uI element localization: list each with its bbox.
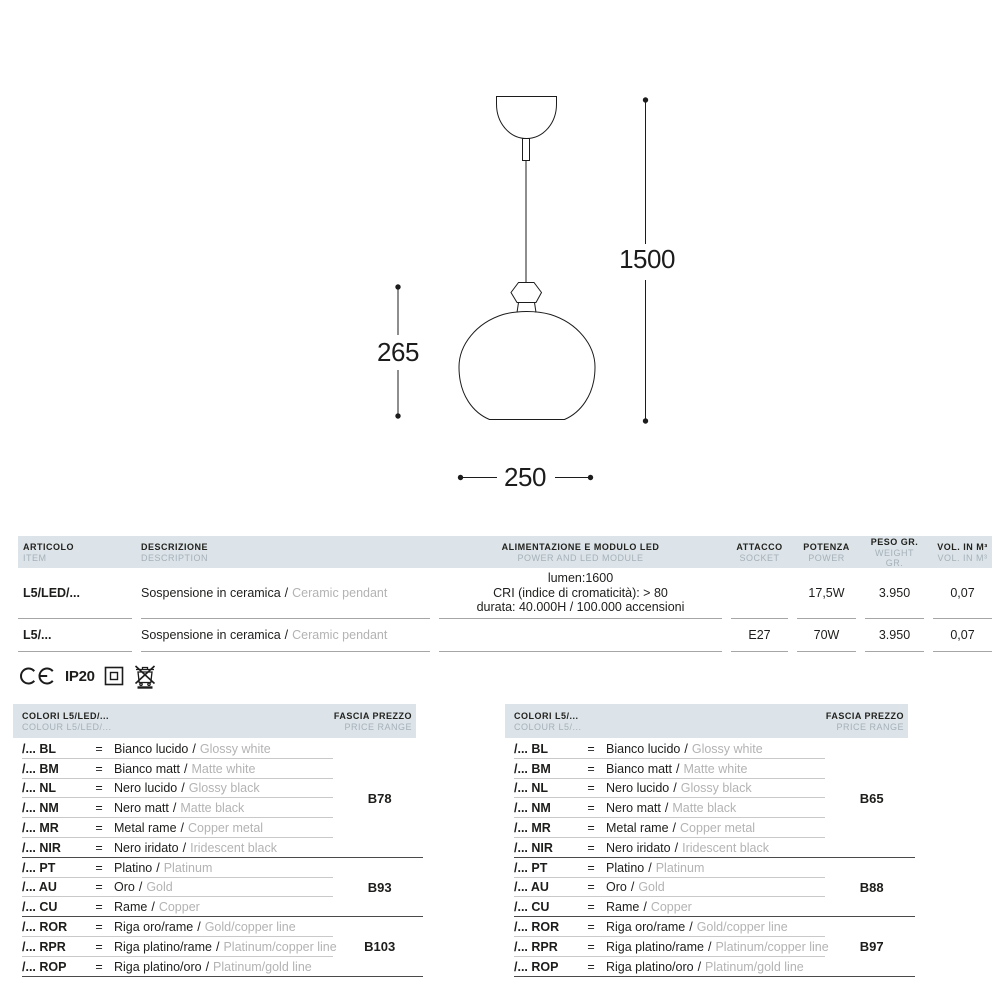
color-row: /... NM = Nero matt / Matte black [505,798,829,818]
color-row: /... NL = Nero lucido / Glossy black [505,779,829,799]
description-cell: Sospensione in ceramica / Ceramic pendant [141,568,430,619]
power-cell: 70W [797,619,856,652]
dim-label-1500: 1500 [619,244,675,274]
price-range-badge: B103 [364,939,396,955]
connector-neck [517,303,536,313]
color-row: /... AU = Oro / Gold [505,878,829,898]
color-row: /... RPR = Riga platino/rame / Platinum/copper line [13,937,337,957]
ip-rating-label: IP20 [65,667,95,685]
color-row: /... BL = Bianco lucido / Glossy white [13,739,337,759]
color-row: /... BL = Bianco lucido / Glossy white [505,739,829,759]
description-cell: Sospensione in ceramica / Ceramic pendant [141,619,430,652]
class-ii-insulation-icon [104,666,124,686]
dimension-shade-diameter [458,462,593,492]
lamp-shade [459,312,595,420]
color-row: /... NM = Nero matt / Matte black [13,798,337,818]
col-header-attacco: ATTACCO [736,542,783,552]
color-row: /... NL = Nero lucido / Glossy black [13,779,337,799]
weee-crossed-bin-icon [133,663,157,689]
price-range-badge: B78 [367,790,392,806]
weight-cell: 3.950 [865,619,924,652]
dim-label-265: 265 [377,337,419,367]
col-header-articolo: ARTICOLO [23,542,74,552]
price-range-badge: B65 [859,790,884,806]
color-row: /... MR = Metal rame / Copper metal [505,818,829,838]
dimension-shade-height [377,284,419,418]
col-header-descrizione: DESCRIZIONE [141,542,209,552]
color-row: /... BM = Bianco matt / Matte white [13,759,337,779]
power-cell: 17,5W [797,568,856,619]
color-table-led-header: COLORI L5/LED/... COLOUR L5/LED/... FASCIA PREZZO PRICE RANGE [13,704,416,738]
price-range-badge: B93 [367,879,392,895]
color-row: /... RPR = Riga platino/rame / Platinum/copper line [505,937,829,957]
spec-table-header: ARTICOLO ITEM DESCRIZIONE DESCRIPTION ALIMENTAZIONE E MODULO LED POWER AND LED MODULE ATTACCO SOCKET POTENZA POWER PESO GR. WEIGHT GR. VOL. IN M³ VOL. IN M³ [18,536,992,568]
col-header-alimentazione: ALIMENTAZIONE E MODULO LED [501,542,660,552]
col-header-peso: PESO GR. [870,537,919,547]
led-module-cell [439,619,722,652]
col-header-volume: VOL. IN M³ [937,542,988,552]
spec-table [18,536,992,652]
color-table-standard-header: COLORI L5/... COLOUR L5/... FASCIA PREZZO PRICE RANGE [505,704,908,738]
color-row: /... ROP = Riga platino/oro / Platinum/gold line [13,957,337,977]
color-row: /... ROP = Riga platino/oro / Platinum/gold line [505,957,829,977]
color-row: /... PT = Platino / Platinum [505,858,829,878]
weight-cell: 3.950 [865,568,924,619]
dim-label-250: 250 [504,462,546,492]
article-code: L5/... [23,628,52,642]
spec-row-standard-version [18,619,992,652]
led-module-cell: lumen:1600 CRI (indice di cromaticità): > 80 durata: 40.000H / 100.000 accensioni [439,568,722,619]
volume-cell: 0,07 [933,568,992,619]
price-range-badge: B97 [859,939,884,955]
color-row: /... PT = Platino / Platinum [13,858,337,878]
certification-marks [20,662,157,690]
color-row: /... NIR = Nero iridato / Iridescent black [13,838,337,858]
color-row: /... NIR = Nero iridato / Iridescent black [505,838,829,858]
spec-row-led-version [18,568,992,619]
color-row: /... MR = Metal rame / Copper metal [13,818,337,838]
canopy-stem [523,139,530,161]
price-range-badge: B88 [859,879,884,895]
volume-cell: 0,07 [933,619,992,652]
col-header-potenza: POTENZA [803,542,850,552]
dimension-total-drop [619,97,675,423]
color-row: /... CU = Rame / Copper [505,897,829,917]
color-table-standard [505,704,908,977]
color-row: /... ROR = Riga oro/rame / Gold/copper line [505,917,829,937]
color-table-led [13,704,416,977]
ceiling-canopy [497,97,557,139]
socket-cell [731,568,788,619]
ce-mark-icon [20,667,56,685]
color-row: /... BM = Bianco matt / Matte white [505,759,829,779]
socket-cell: E27 [731,619,788,652]
article-code: L5/LED/... [23,586,80,600]
color-row: /... CU = Rame / Copper [13,897,337,917]
color-row: /... AU = Oro / Gold [13,878,337,898]
color-row: /... ROR = Riga oro/rame / Gold/copper line [13,917,337,937]
connector-knob [511,283,542,303]
